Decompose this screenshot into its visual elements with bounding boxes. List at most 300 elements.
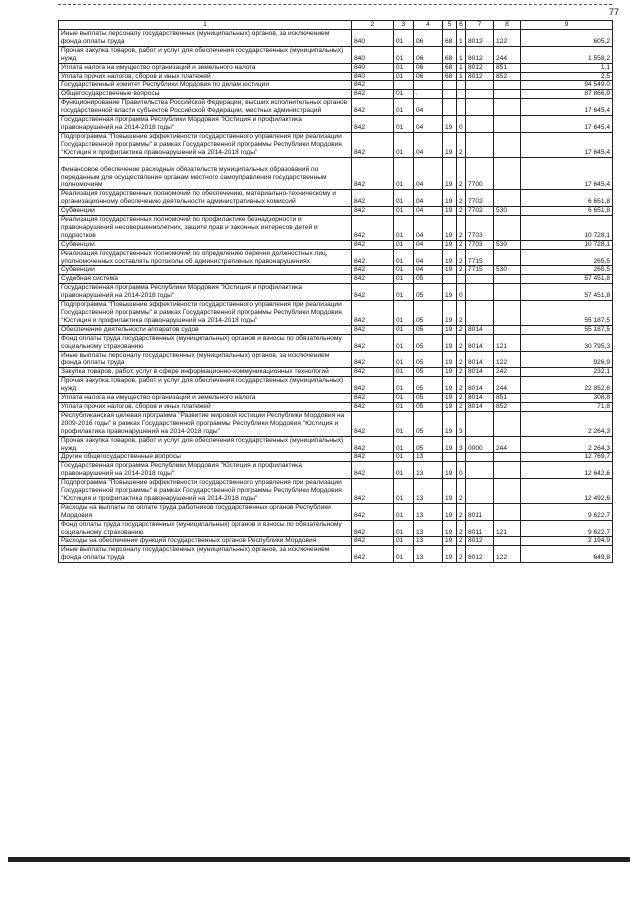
admin-code-cell: 842 xyxy=(352,284,394,301)
program-cell: 68 xyxy=(443,30,457,47)
table-row xyxy=(59,132,613,157)
subprogram-cell: 2 xyxy=(457,394,466,403)
subsection-cell: 13 xyxy=(414,503,443,520)
program-cell: 19 xyxy=(443,462,457,479)
subsection-cell: 04 xyxy=(414,116,443,133)
header-cell: 9 xyxy=(521,21,613,30)
item-code-cell xyxy=(466,116,494,133)
row-name-cell: Общегосударственные вопросы xyxy=(59,90,352,99)
expense-type-cell: 852 xyxy=(494,72,521,81)
program-cell: 19 xyxy=(443,301,457,326)
row-name-cell: Государственная программа Республики Мордовия "Юстиция и профилактика правонарушений на 2014-2018 годы" xyxy=(59,462,352,479)
admin-code-cell: 842 xyxy=(352,190,394,207)
expense-type-cell xyxy=(494,249,521,266)
admin-code-cell: 842 xyxy=(352,157,394,190)
section-cell: 01 xyxy=(394,116,414,133)
subsection-cell: 04 xyxy=(414,266,443,275)
table-row xyxy=(59,479,613,504)
expense-type-cell xyxy=(494,99,521,116)
subsection-cell: 05 xyxy=(414,351,443,368)
section-cell: 01 xyxy=(394,377,414,394)
section-cell: 01 xyxy=(394,411,414,436)
row-name-cell: Расходы на обеспечение функций государственных органов Республики Мордовия xyxy=(59,537,352,546)
item-code-cell: 7715 xyxy=(466,249,494,266)
program-cell: 19 xyxy=(443,132,457,157)
section-cell: 01 xyxy=(394,325,414,334)
amount-cell: 10 728,1 xyxy=(521,216,613,241)
subsection-cell: 13 xyxy=(414,537,443,546)
subsection-cell: 06 xyxy=(414,63,443,72)
admin-code-cell: 842 xyxy=(352,520,394,537)
table-row xyxy=(59,351,613,368)
program-cell: 19 xyxy=(443,368,457,377)
section-cell: 01 xyxy=(394,216,414,241)
item-code-cell xyxy=(466,99,494,116)
admin-code-cell: 842 xyxy=(352,394,394,403)
section-cell: 01 xyxy=(394,284,414,301)
table-row xyxy=(59,116,613,133)
table-row xyxy=(59,249,613,266)
subsection-cell: 04 xyxy=(414,207,443,216)
program-cell: 19 xyxy=(443,520,457,537)
program-cell: 19 xyxy=(443,503,457,520)
section-cell: 01 xyxy=(394,249,414,266)
row-name-cell: Реализация государственных полномочий по обеспечению, материально-техническому и организационному обеспечению деятельности административных комиссий xyxy=(59,190,352,207)
item-code-cell xyxy=(466,453,494,462)
program-cell: 19 xyxy=(443,351,457,368)
subprogram-cell xyxy=(457,90,466,99)
item-code-cell xyxy=(466,462,494,479)
subprogram-cell: 1 xyxy=(457,63,466,72)
table-header xyxy=(59,21,613,30)
expense-type-cell: 121 xyxy=(494,334,521,351)
table-row xyxy=(59,240,613,249)
table-row xyxy=(59,157,613,190)
item-code-cell: 7703 xyxy=(466,216,494,241)
section-cell: 01 xyxy=(394,394,414,403)
section-cell: 01 xyxy=(394,157,414,190)
row-name-cell: Подпрограмма "Повышение эффективности государственного управления при реализации Государственной программы" в рамках Государственной программы Республики Мордовия "Юстиция и профилактика правонарушений на 2014-2018 годы" xyxy=(59,479,352,504)
row-name-cell: Финансовое обеспечение расходных обязательств муниципальных образований по переданным для осуществления органам местного самоуправления государственным полномочиям xyxy=(59,157,352,190)
admin-code-cell: 842 xyxy=(352,301,394,326)
table-row xyxy=(59,377,613,394)
subsection-cell: 13 xyxy=(414,520,443,537)
amount-cell: 2 194,9 xyxy=(521,537,613,546)
subprogram-cell: 2 xyxy=(457,402,466,411)
subprogram-cell: 2 xyxy=(457,479,466,504)
section-cell: 01 xyxy=(394,402,414,411)
table-row xyxy=(59,325,613,334)
item-code-cell: 8012 xyxy=(466,46,494,63)
subsection-cell: 04 xyxy=(414,216,443,241)
section-cell: 01 xyxy=(394,368,414,377)
subprogram-cell: 2 xyxy=(457,546,466,563)
subprogram-cell: 2 xyxy=(457,301,466,326)
amount-cell: 265,5 xyxy=(521,249,613,266)
subsection-cell: 06 xyxy=(414,30,443,47)
item-code-cell: 8014 xyxy=(466,368,494,377)
subsection-cell: 04 xyxy=(414,132,443,157)
expense-type-cell: 244 xyxy=(494,377,521,394)
row-name-cell: Фонд оплаты труда государственных (муниципальных) органов и взносы по обязательному социальному страхованию xyxy=(59,520,352,537)
header-row xyxy=(59,21,613,30)
program-cell: 19 xyxy=(443,216,457,241)
expense-type-cell: 244 xyxy=(494,436,521,453)
section-cell: 01 xyxy=(394,90,414,99)
row-name-cell: Уплата налога на имущество организаций и земельного налога xyxy=(59,394,352,403)
admin-code-cell: 842 xyxy=(352,411,394,436)
program-cell: 19 xyxy=(443,334,457,351)
table-row xyxy=(59,46,613,63)
expense-type-cell xyxy=(494,157,521,190)
amount-cell: 1,1 xyxy=(521,63,613,72)
section-cell: 01 xyxy=(394,546,414,563)
subsection-cell: 05 xyxy=(414,411,443,436)
amount-cell: 6 651,8 xyxy=(521,190,613,207)
item-code-cell xyxy=(466,90,494,99)
admin-code-cell: 842 xyxy=(352,537,394,546)
expense-type-cell: 122 xyxy=(494,30,521,47)
item-code-cell xyxy=(466,411,494,436)
subprogram-cell xyxy=(457,453,466,462)
section-cell: 01 xyxy=(394,190,414,207)
expense-type-cell xyxy=(494,284,521,301)
amount-cell: 1 558,2 xyxy=(521,46,613,63)
section-cell: 01 xyxy=(394,351,414,368)
row-name-cell: Закупка товаров, работ, услуг в сфере информационно-коммуникационных технологий xyxy=(59,368,352,377)
amount-cell: 87 866,9 xyxy=(521,90,613,99)
item-code-cell: 8012 xyxy=(466,546,494,563)
program-cell: 19 xyxy=(443,266,457,275)
admin-code-cell: 842 xyxy=(352,90,394,99)
table-row xyxy=(59,81,613,90)
subsection-cell: 13 xyxy=(414,453,443,462)
program-cell: 68 xyxy=(443,46,457,63)
row-name-cell: Фонд оплаты труда государственных (муниципальных) органов и взносы по обязательному социальному страхованию xyxy=(59,334,352,351)
table-row xyxy=(59,503,613,520)
header-cell: 6 xyxy=(457,21,466,30)
subprogram-cell: 2 xyxy=(457,520,466,537)
row-name-cell: Подпрограмма "Повышение эффективности государственного управления при реализации Государственной программы" в рамках Государственной программы Республики Мордовия "Юстиция и профилактика правонарушений на 2014-2018 годы" xyxy=(59,132,352,157)
item-code-cell xyxy=(466,275,494,284)
subprogram-cell: 2 xyxy=(457,132,466,157)
table-row xyxy=(59,453,613,462)
row-name-cell: Функционирование Правительства Российской Федерации, высших исполнительных органов государственной власти субъектов Российской Федерации, местных администраций xyxy=(59,99,352,116)
expense-type-cell xyxy=(494,216,521,241)
row-name-cell: Республиканская целевая программа "Развитие мировой юстиции Республики Мордовия на 2009-2016 годы" в рамках Государственной программы Республики Мордовия "Юстиция и профилактика правонарушений на 2014-2018 годы" xyxy=(59,411,352,436)
program-cell: 19 xyxy=(443,240,457,249)
page-bottom-bar xyxy=(8,857,630,862)
row-name-cell: Прочая закупка товаров, работ и услуг для обеспечения государственных (муниципальных) нужд xyxy=(59,46,352,63)
subprogram-cell: 0 xyxy=(457,462,466,479)
program-cell: 19 xyxy=(443,436,457,453)
table-row xyxy=(59,537,613,546)
expense-type-cell xyxy=(494,275,521,284)
amount-cell: 9 622,7 xyxy=(521,503,613,520)
program-cell: 68 xyxy=(443,63,457,72)
item-code-cell: 7703 xyxy=(466,240,494,249)
expense-type-cell xyxy=(494,325,521,334)
section-cell: 01 xyxy=(394,266,414,275)
top-rule xyxy=(58,4,612,5)
item-code-cell xyxy=(466,81,494,90)
table-row xyxy=(59,30,613,47)
subprogram-cell: 2 xyxy=(457,503,466,520)
subprogram-cell: 1 xyxy=(457,72,466,81)
section-cell: 01 xyxy=(394,334,414,351)
amount-cell: 94 549,0 xyxy=(521,81,613,90)
amount-cell: 22 852,6 xyxy=(521,377,613,394)
program-cell xyxy=(443,275,457,284)
subprogram-cell: 2 xyxy=(457,240,466,249)
amount-cell: 57 451,8 xyxy=(521,275,613,284)
amount-cell: 265,5 xyxy=(521,266,613,275)
section-cell: 01 xyxy=(394,479,414,504)
program-cell: 19 xyxy=(443,284,457,301)
row-name-cell: Уплата прочих налогов, сборов и иных платежей xyxy=(59,72,352,81)
admin-code-cell: 842 xyxy=(352,377,394,394)
table-row xyxy=(59,301,613,326)
row-name-cell: Подпрограмма "Повышение эффективности государственного управления при реализации Государственной программы" в рамках Государственной программы Республики Мордовия "Юстиция и профилактика правонарушений на 2014-2018 годы" xyxy=(59,301,352,326)
subsection-cell: 05 xyxy=(414,436,443,453)
admin-code-cell: 842 xyxy=(352,351,394,368)
program-cell xyxy=(443,453,457,462)
amount-cell: 308,8 xyxy=(521,394,613,403)
expense-type-cell xyxy=(494,81,521,90)
subsection-cell: 04 xyxy=(414,99,443,116)
amount-cell: 71,8 xyxy=(521,402,613,411)
subsection-cell: 04 xyxy=(414,157,443,190)
item-code-cell xyxy=(466,479,494,504)
amount-cell: 605,2 xyxy=(521,30,613,47)
row-name-cell: Государственная программа Республики Мордовия "Юстиция и профилактика правонарушений на 2014-2018 годы" xyxy=(59,284,352,301)
row-name-cell: Другие общегосударственные вопросы xyxy=(59,453,352,462)
expense-type-cell: 242 xyxy=(494,368,521,377)
table-row xyxy=(59,546,613,563)
subsection-cell: 05 xyxy=(414,377,443,394)
program-cell: 19 xyxy=(443,377,457,394)
subsection-cell: 05 xyxy=(414,334,443,351)
admin-code-cell: 842 xyxy=(352,334,394,351)
subprogram-cell: 2 xyxy=(457,207,466,216)
admin-code-cell: 842 xyxy=(352,479,394,504)
amount-cell: 55 187,5 xyxy=(521,301,613,326)
subsection-cell: 13 xyxy=(414,462,443,479)
admin-code-cell: 842 xyxy=(352,81,394,90)
program-cell: 19 xyxy=(443,116,457,133)
section-cell: 01 xyxy=(394,63,414,72)
section-cell: 01 xyxy=(394,462,414,479)
header-cell: 7 xyxy=(466,21,494,30)
admin-code-cell: 842 xyxy=(352,546,394,563)
table-row xyxy=(59,72,613,81)
section-cell: 01 xyxy=(394,503,414,520)
expense-type-cell: 122 xyxy=(494,546,521,563)
program-cell xyxy=(443,99,457,116)
expense-type-cell xyxy=(494,503,521,520)
table-row xyxy=(59,284,613,301)
row-name-cell: Субвенции xyxy=(59,240,352,249)
amount-cell: 926,9 xyxy=(521,351,613,368)
program-cell: 19 xyxy=(443,249,457,266)
header-cell: 4 xyxy=(414,21,443,30)
subprogram-cell: 2 xyxy=(457,266,466,275)
admin-code-cell: 840 xyxy=(352,72,394,81)
row-name-cell: Иные выплаты персоналу государственных (муниципальных) органов, за исключением фонда оплаты труда xyxy=(59,546,352,563)
subprogram-cell: 2 xyxy=(457,334,466,351)
row-name-cell: Уплата налога на имущество организаций и земельного налога xyxy=(59,63,352,72)
subsection-cell: 06 xyxy=(414,72,443,81)
item-code-cell: 7702 xyxy=(466,207,494,216)
subprogram-cell: 2 xyxy=(457,377,466,394)
item-code-cell xyxy=(466,284,494,301)
subprogram-cell: 3 xyxy=(457,436,466,453)
row-name-cell: Реализация государственных полномочий по профилактике безнадзорности и правонарушений несовершеннолетних, защите прав и законных интересов детей и подростков xyxy=(59,216,352,241)
subprogram-cell: 2 xyxy=(457,190,466,207)
row-name-cell: Судебная система xyxy=(59,275,352,284)
item-code-cell: 8011 xyxy=(466,520,494,537)
subprogram-cell: 2 xyxy=(457,325,466,334)
item-code-cell: 8012 xyxy=(466,537,494,546)
amount-cell: 17 645,4 xyxy=(521,116,613,133)
section-cell: 01 xyxy=(394,46,414,63)
admin-code-cell: 842 xyxy=(352,132,394,157)
section-cell: 01 xyxy=(394,436,414,453)
program-cell: 19 xyxy=(443,537,457,546)
expense-type-cell xyxy=(494,190,521,207)
item-code-cell: 7702 xyxy=(466,190,494,207)
program-cell: 19 xyxy=(443,546,457,563)
table-row xyxy=(59,411,613,436)
row-name-cell: Реализация государственных полномочий по определению перечня должностных лиц, уполномоченных составлять протоколы об административных правонарушениях xyxy=(59,249,352,266)
header-cell: 8 xyxy=(494,21,521,30)
amount-cell: 17 645,4 xyxy=(521,99,613,116)
section-cell xyxy=(394,81,414,90)
table-row xyxy=(59,436,613,453)
section-cell: 01 xyxy=(394,207,414,216)
expense-type-cell xyxy=(494,301,521,326)
expense-type-cell: 851 xyxy=(494,394,521,403)
subprogram-cell xyxy=(457,275,466,284)
amount-cell: 57 451,8 xyxy=(521,284,613,301)
section-cell: 01 xyxy=(394,453,414,462)
section-cell: 01 xyxy=(394,301,414,326)
program-cell: 19 xyxy=(443,157,457,190)
section-cell: 01 xyxy=(394,520,414,537)
admin-code-cell: 842 xyxy=(352,99,394,116)
item-code-cell: 8014 xyxy=(466,402,494,411)
program-cell: 19 xyxy=(443,325,457,334)
item-code-cell: 8014 xyxy=(466,377,494,394)
amount-cell: 2 264,3 xyxy=(521,411,613,436)
expense-type-cell xyxy=(494,411,521,436)
item-code-cell: 8011 xyxy=(466,503,494,520)
subprogram-cell: 1 xyxy=(457,30,466,47)
amount-cell: 12 492,6 xyxy=(521,479,613,504)
item-code-cell: 8014 xyxy=(466,325,494,334)
amount-cell: 17 645,4 xyxy=(521,132,613,157)
subsection-cell: 05 xyxy=(414,275,443,284)
admin-code-cell: 842 xyxy=(352,207,394,216)
page-number: 77 xyxy=(609,7,620,17)
expense-type-cell: 851 xyxy=(494,63,521,72)
amount-cell: 12 769,7 xyxy=(521,453,613,462)
row-name-cell: Субвенции xyxy=(59,207,352,216)
admin-code-cell: 842 xyxy=(352,436,394,453)
amount-cell: 55 187,5 xyxy=(521,325,613,334)
table-row xyxy=(59,63,613,72)
item-code-cell: 8012 xyxy=(466,63,494,72)
item-code-cell: 8014 xyxy=(466,394,494,403)
subprogram-cell: 2 xyxy=(457,351,466,368)
admin-code-cell: 840 xyxy=(352,30,394,47)
table-row xyxy=(59,216,613,241)
row-name-cell: Расходы на выплаты по оплате труда работников государственных органов Республики Мордовия xyxy=(59,503,352,520)
subsection-cell: 04 xyxy=(414,190,443,207)
expense-type-cell xyxy=(494,453,521,462)
amount-cell: 10 728,1 xyxy=(521,240,613,249)
header-cell: 5 xyxy=(443,21,457,30)
section-cell: 01 xyxy=(394,275,414,284)
admin-code-cell: 842 xyxy=(352,116,394,133)
subprogram-cell: 0 xyxy=(457,116,466,133)
row-name-cell: Прочая закупка товаров, работ и услуг для обеспечения государственных (муниципальных) нужд xyxy=(59,377,352,394)
admin-code-cell: 842 xyxy=(352,275,394,284)
expense-type-cell: 122 xyxy=(494,351,521,368)
table-row xyxy=(59,207,613,216)
item-code-cell: 8012 xyxy=(466,72,494,81)
item-code-cell: 7715 xyxy=(466,266,494,275)
subsection-cell xyxy=(414,81,443,90)
section-cell: 01 xyxy=(394,30,414,47)
row-name-cell: Государственный комитет Республики Мордовия по делам юстиции xyxy=(59,81,352,90)
section-cell: 01 xyxy=(394,72,414,81)
header-cell: 1 xyxy=(59,21,352,30)
program-cell: 19 xyxy=(443,411,457,436)
subprogram-cell: 2 xyxy=(457,157,466,190)
admin-code-cell: 842 xyxy=(352,266,394,275)
item-code-cell xyxy=(466,132,494,157)
table-row xyxy=(59,334,613,351)
subsection-cell: 13 xyxy=(414,546,443,563)
row-name-cell: Субвенции xyxy=(59,266,352,275)
item-code-cell: 7700 xyxy=(466,157,494,190)
expense-type-cell: 121 xyxy=(494,520,521,537)
row-name-cell: Государственная программа Республики Мордовия "Юстиция и профилактика правонарушений на 2014-2018 годы" xyxy=(59,116,352,133)
table-row xyxy=(59,462,613,479)
amount-cell: 2 264,3 xyxy=(521,436,613,453)
admin-code-cell: 842 xyxy=(352,462,394,479)
expense-type-cell: 244 xyxy=(494,46,521,63)
table-row xyxy=(59,266,613,275)
expense-type-cell xyxy=(494,90,521,99)
subprogram-cell: 0 xyxy=(457,284,466,301)
expense-type-cell: 530 xyxy=(494,240,521,249)
subprogram-cell: 1 xyxy=(457,46,466,63)
amount-cell: 2,5 xyxy=(521,72,613,81)
header-cell: 2 xyxy=(352,21,394,30)
table-row xyxy=(59,368,613,377)
admin-code-cell: 842 xyxy=(352,249,394,266)
subsection-cell: 04 xyxy=(414,249,443,266)
amount-cell: 12 642,6 xyxy=(521,462,613,479)
subprogram-cell xyxy=(457,81,466,90)
table-row xyxy=(59,275,613,284)
program-cell xyxy=(443,81,457,90)
expense-type-cell xyxy=(494,462,521,479)
program-cell: 19 xyxy=(443,207,457,216)
amount-cell: 232,1 xyxy=(521,368,613,377)
